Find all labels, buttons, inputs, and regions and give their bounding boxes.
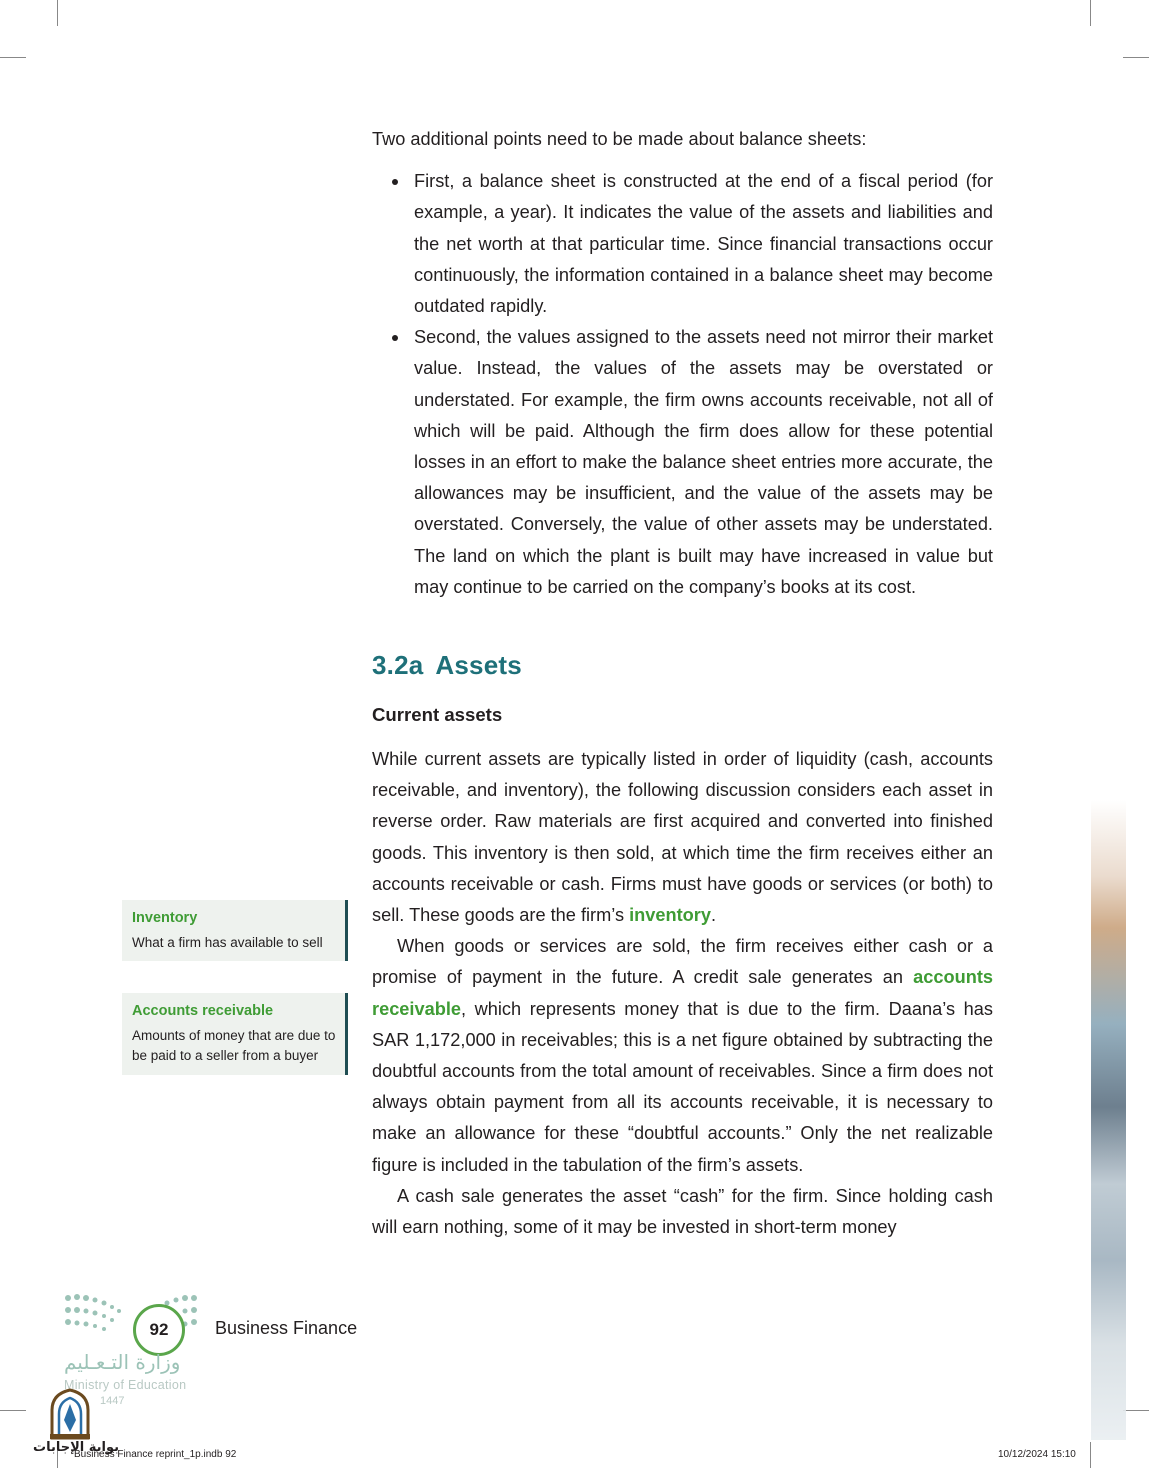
bullet-item: First, a balance sheet is constructed at the end of a fiscal period (for example, a year). It indicates the value of the assets and liabilities and the net worth at that particular time. Since financial transactions occur continuously, the information contained in a balance sheet may become outdated rapidly. bbox=[414, 166, 993, 322]
glossary-definition: Amounts of money that are due to be paid to a seller from a buyer bbox=[132, 1027, 336, 1063]
subheading: Current assets bbox=[372, 704, 503, 725]
glossary-box-accounts-receivable bbox=[122, 993, 348, 1075]
crop-mark bbox=[1123, 57, 1149, 58]
glossary-box-inventory bbox=[122, 900, 348, 961]
crop-mark bbox=[1123, 1410, 1149, 1411]
crop-mark bbox=[1090, 1442, 1091, 1468]
paragraph: While current assets are typically listed in order of liquidity (cash, accounts receivable, and inventory), the following discussion considers each asset in reverse order. Raw materials are first acquired and converted into finished goods. This inventory is then sold, at which time the firm receives either an accounts receivable or cash. Firms must have goods or services (or both) to sell. These goods are the firm’s inventory. bbox=[372, 749, 993, 926]
page-number: 92 bbox=[133, 1304, 185, 1356]
crop-mark bbox=[57, 0, 58, 26]
glossary-definition: What a firm has available to sell bbox=[132, 934, 323, 950]
section-heading bbox=[372, 650, 522, 681]
glossary-term: Inventory bbox=[132, 910, 198, 926]
portal-watermark-text: بوابة الإجابات bbox=[33, 1440, 119, 1455]
current-assets-body bbox=[372, 744, 993, 1243]
file-slug: Business Finance reprint_1p.indb 92 bbox=[74, 1449, 237, 1460]
balance-sheet-points bbox=[372, 124, 993, 603]
date-slug: 10/12/2024 15:10 bbox=[998, 1449, 1076, 1460]
side-image-strip bbox=[1091, 800, 1126, 1440]
section-number: 3.2a bbox=[372, 650, 424, 680]
bullet-list bbox=[372, 166, 993, 603]
ministry-name-english: Ministry of Education bbox=[64, 1378, 187, 1392]
bullet-item: Second, the values assigned to the assets need not mirror their market value. Instead, the values of the assets may be overstated or understated. For example, the firm owns accounts receivable, not all of which will be paid. Although the firm does allow for these potential losses in an effort to make the balance sheet entries more accurate, the allowances may be insufficient, and the value of the assets may be overstated. Conversely, the value of other assets may be understated. The land on which the plant is built may have increased in value but may continue to be carried on the company’s books at its cost. bbox=[414, 322, 993, 603]
portal-logo-icon bbox=[46, 1388, 94, 1440]
section-title: Assets bbox=[435, 650, 522, 680]
crop-mark bbox=[0, 57, 26, 58]
ministry-year: 1447 bbox=[100, 1395, 125, 1407]
paragraph: When goods or services are sold, the firm receives either cash or a promise of payment in the future. A credit sale generates an accounts receivable, which represents money that is due to the firm. Daana’s has SAR 1,172,000 in receivables; this is a net figure obtained by subtracting the doubtful accounts from the total amount of receivables. Since a firm does not always obtain payment from all its accounts receivable, it is necessary to make an allowance for these “doubtful accounts.” Only the net realizable figure is included in the tabulation of the firm’s assets. bbox=[372, 936, 993, 1175]
book-title: Business Finance bbox=[215, 1318, 358, 1338]
ministry-name-arabic: وزارة التـعـليم bbox=[64, 1350, 181, 1374]
paragraph: A cash sale generates the asset “cash” for the firm. Since holding cash will earn nothing, some of it may be invested in short-term money bbox=[372, 1185, 993, 1238]
crop-mark bbox=[1090, 0, 1091, 26]
intro-paragraph: Two additional points need to be made about balance sheets: bbox=[372, 129, 867, 149]
keyword-accounts-receivable: accounts receivable bbox=[372, 967, 993, 1019]
keyword-inventory: inventory bbox=[629, 905, 711, 926]
glossary-term: Accounts receivable bbox=[132, 1003, 274, 1019]
crop-mark bbox=[0, 1410, 26, 1411]
